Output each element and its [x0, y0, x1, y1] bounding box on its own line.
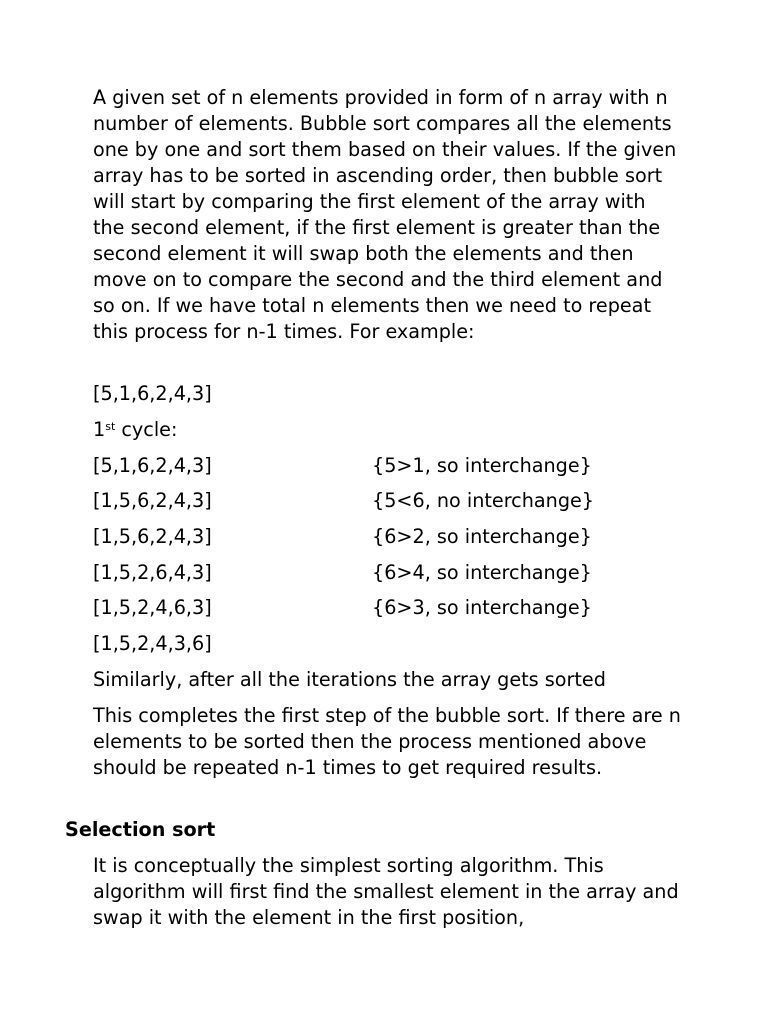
cycle-ordinal-suffix: st: [105, 420, 116, 433]
step-note: {5<6, no interchange}: [372, 489, 595, 512]
step-array: [1,5,2,4,6,3]: [93, 596, 212, 619]
step-array: [1,5,2,6,4,3]: [93, 561, 212, 584]
intro-paragraph: A given set of n elements provided in form of n array with n number of elements. Bubble sort compares all the elements one by one and sort them based on their values. If the given array has to be sorted in ascending order, then bubble sort will start by comparing the first element of the array with the second element, if the first element is greater than the second element it will swap both the elements and then move on to compare the second and the third element and so on. If we have total n elements then we need to repeat this process for n-1 times. For example:: [93, 86, 677, 343]
selection-paragraph: It is conceptually the simplest sorting algorithm. This algorithm will first find the smallest element in the array and swap it with the element in the first position,: [93, 854, 679, 929]
step-array: [1,5,2,4,3,6]: [93, 632, 212, 655]
step-note: {6>2, so interchange}: [372, 525, 592, 548]
conclusion-paragraph: This completes the first step of the bubble sort. If there are n elements to be sorted then the process mentioned above should be repeated n-1 times to get required results.: [93, 704, 681, 779]
step-array: [1,5,6,2,4,3]: [93, 525, 212, 548]
section-heading: Selection sort: [65, 818, 216, 841]
step-note: {6>3, so interchange}: [372, 596, 592, 619]
step-note: {5>1, so interchange}: [372, 454, 592, 477]
cycle-text: cycle:: [115, 418, 178, 441]
similarly-text: Similarly, after all the iterations the array gets sorted: [93, 668, 606, 691]
cycle-number: 1: [93, 418, 106, 441]
step-note: {6>4, so interchange}: [372, 561, 592, 584]
cycle-label: [93, 417, 177, 443]
step-array: [1,5,6,2,4,3]: [93, 489, 212, 512]
step-array: [5,1,6,2,4,3]: [93, 454, 212, 477]
initial-array: [5,1,6,2,4,3]: [93, 382, 212, 405]
